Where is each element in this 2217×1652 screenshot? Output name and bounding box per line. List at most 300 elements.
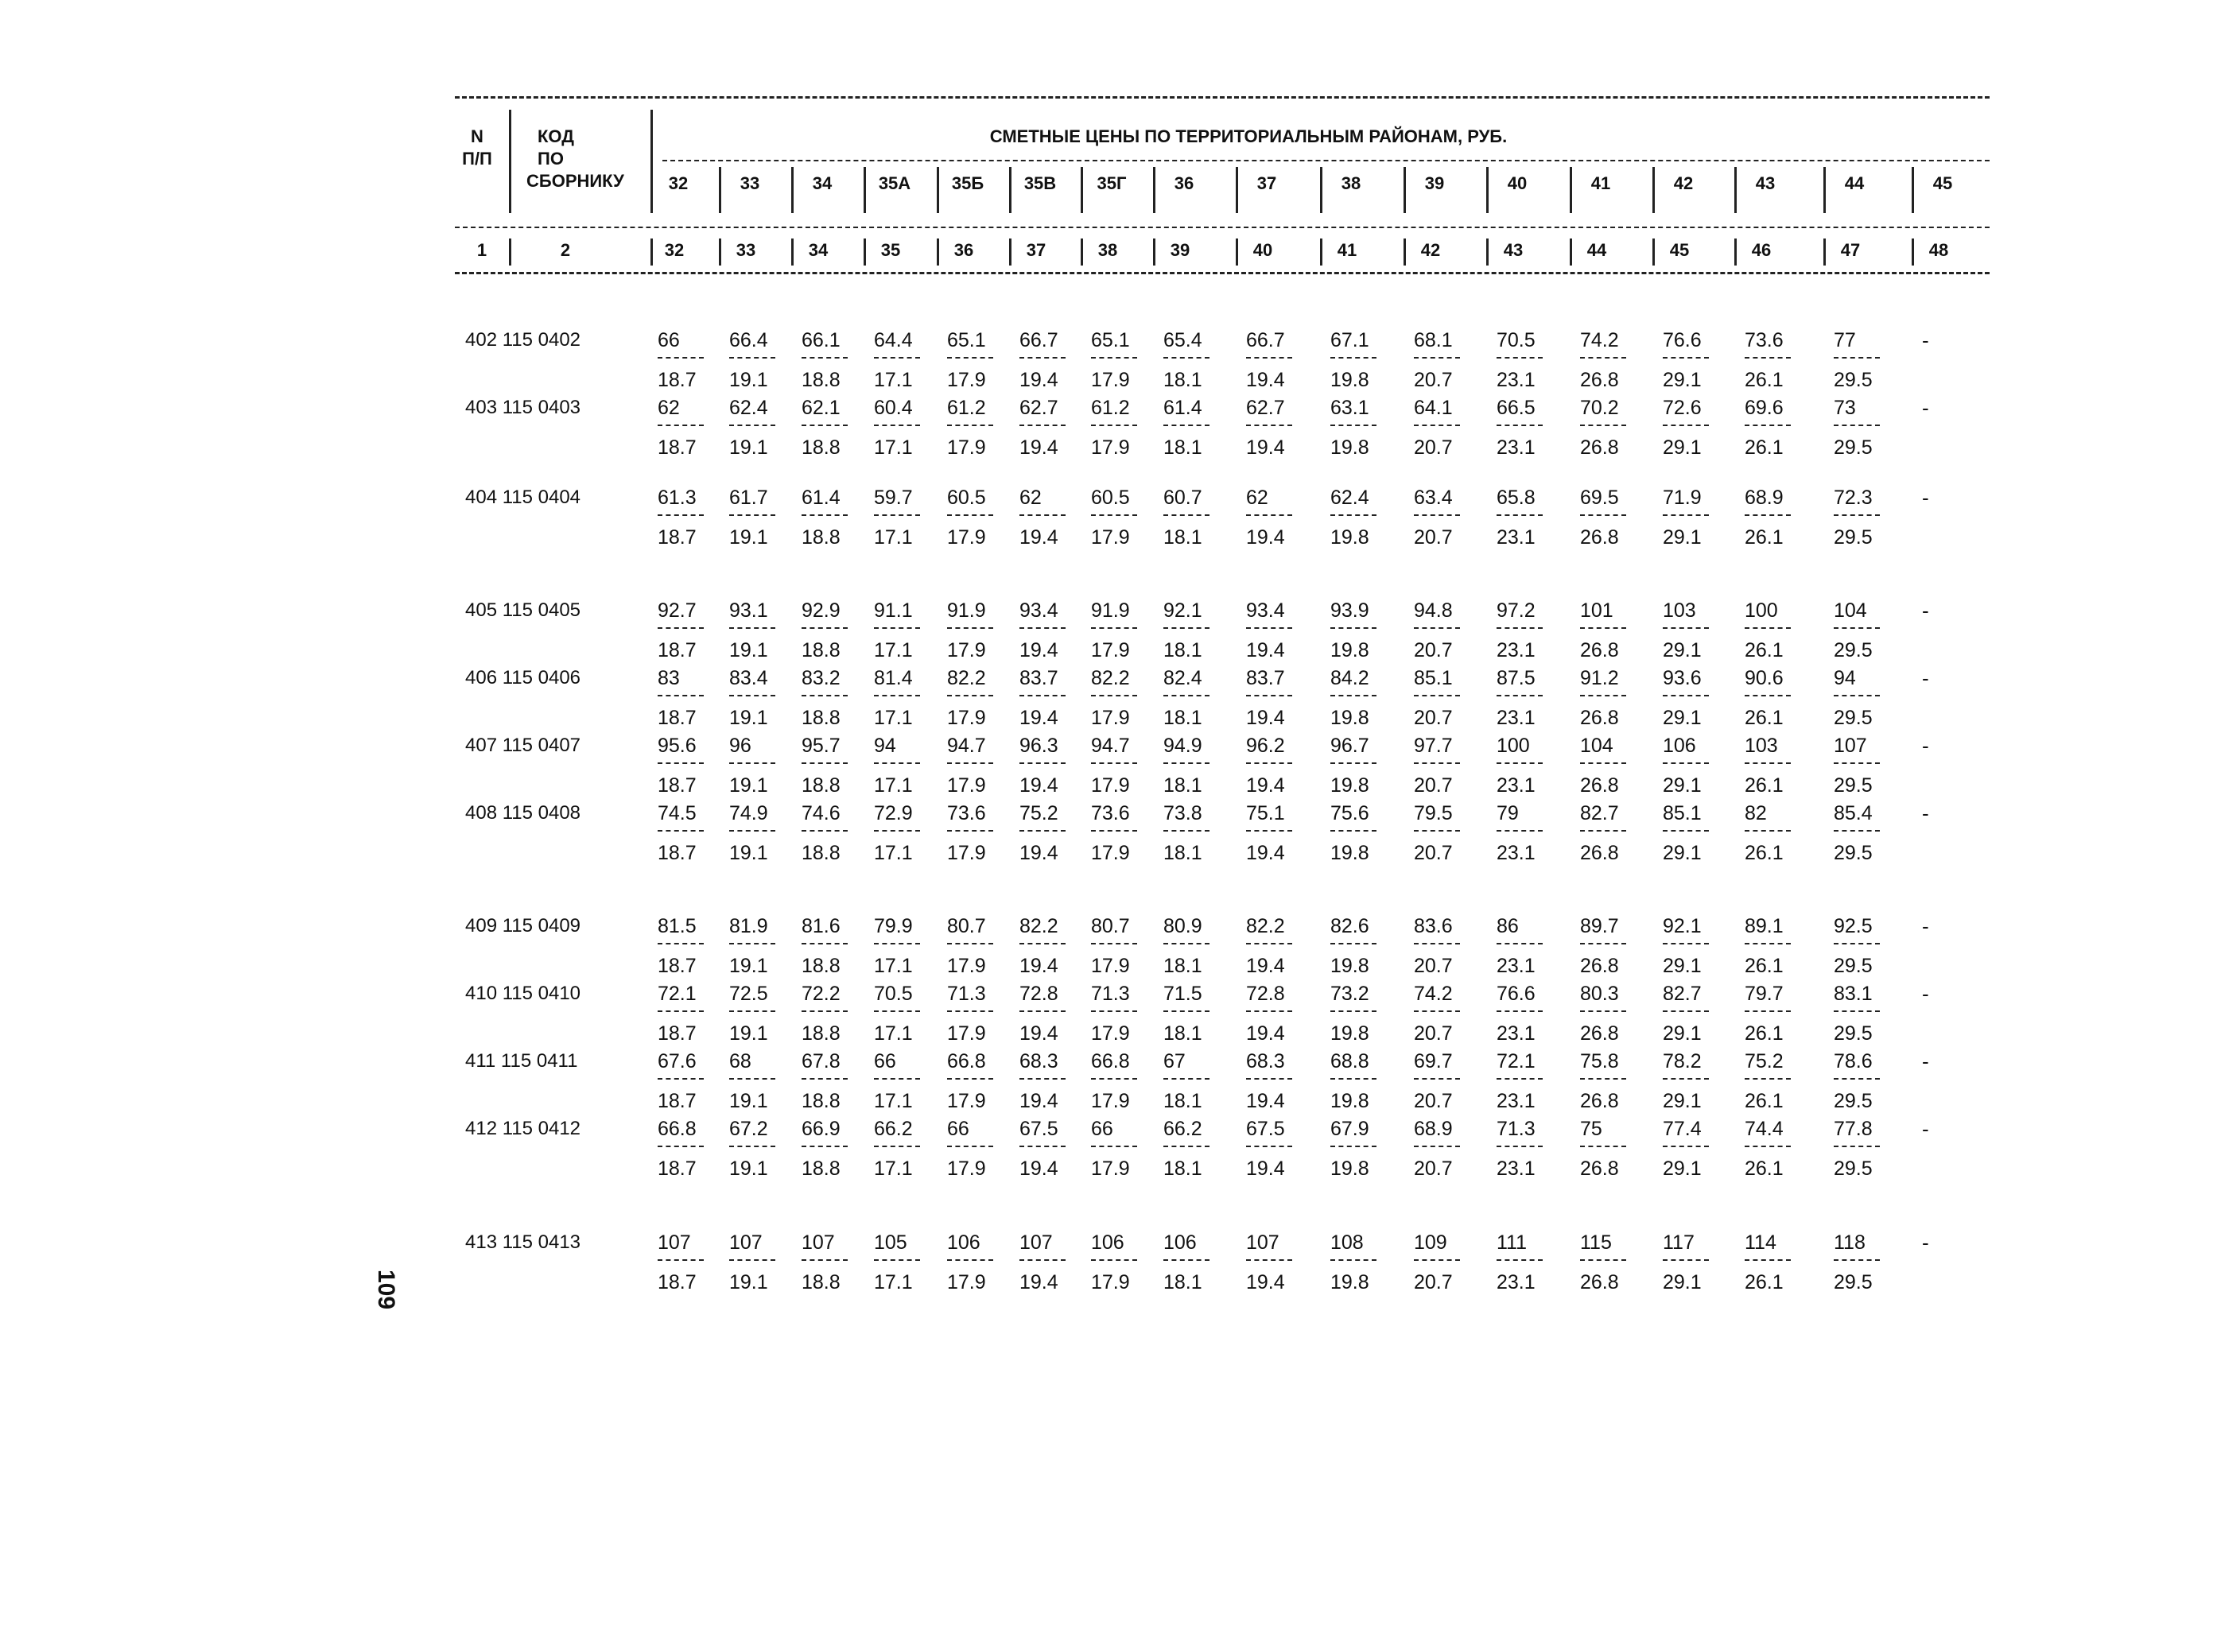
- fraction-line: [1663, 695, 1709, 696]
- price-cell: [1246, 667, 1310, 729]
- header-kod: КОД: [538, 126, 574, 146]
- wage-value: 19.1: [729, 707, 768, 729]
- column-divider: [1009, 238, 1011, 266]
- wage-value: 26.8: [1580, 1090, 1619, 1112]
- estimated-price: 104: [1580, 735, 1613, 757]
- fraction-line: [658, 627, 704, 629]
- estimated-price: 108: [1330, 1231, 1364, 1254]
- fraction-line: [729, 1259, 775, 1261]
- table-row: [0, 983, 2217, 1059]
- wage-value: 23.1: [1497, 774, 1536, 797]
- estimated-price: 97.7: [1414, 735, 1453, 757]
- estimated-price: 109: [1414, 1231, 1447, 1254]
- price-cell: [658, 1050, 721, 1112]
- price-cell: [1091, 983, 1155, 1045]
- column-divider: [509, 110, 511, 213]
- estimated-price: 114: [1745, 1231, 1776, 1254]
- wage-value: 17.1: [874, 955, 913, 977]
- estimated-price: 79.5: [1414, 802, 1453, 824]
- fraction-line: [1019, 425, 1066, 426]
- header-n: N: [471, 126, 483, 146]
- wage-value: 17.1: [874, 1158, 913, 1180]
- price-cell: [658, 667, 721, 729]
- price-cell: [1497, 802, 1560, 864]
- price-cell: [1834, 487, 1897, 549]
- wage-value: 20.7: [1414, 526, 1453, 549]
- wage-value: 18.8: [802, 639, 841, 661]
- fraction-line: [1745, 830, 1791, 832]
- fraction-line: [1580, 425, 1626, 426]
- wage-value: 18.1: [1163, 639, 1202, 661]
- estimated-price: 107: [1834, 735, 1867, 757]
- wage-value: 17.9: [947, 369, 986, 391]
- fraction-line: [802, 627, 848, 629]
- fraction-line: [1497, 425, 1543, 426]
- price-cell: [802, 1050, 865, 1112]
- table-row: [0, 803, 2217, 878]
- estimated-price: 87.5: [1497, 667, 1536, 689]
- empty-cell-dash: -: [1922, 666, 1929, 690]
- header-district-6: 35Г: [1097, 173, 1127, 193]
- estimated-price: 86: [1497, 915, 1519, 937]
- fraction-line: [1497, 695, 1543, 696]
- wage-value: 17.9: [1091, 1158, 1130, 1180]
- estimated-price: 107: [729, 1231, 763, 1254]
- header-district-13: 42: [1673, 173, 1694, 193]
- wage-value: 19.4: [1019, 639, 1058, 661]
- wage-value: 17.9: [1091, 369, 1130, 391]
- wage-value: 19.8: [1330, 1022, 1369, 1045]
- fraction-line: [1663, 830, 1709, 832]
- wage-value: 18.1: [1163, 526, 1202, 549]
- column-divider: [1823, 238, 1826, 266]
- estimated-price: 65.1: [947, 329, 986, 351]
- fraction-line: [1580, 1146, 1626, 1147]
- fraction-line: [802, 357, 848, 359]
- fraction-line: [1414, 1010, 1460, 1012]
- fraction-line: [1414, 425, 1460, 426]
- fraction-line: [1414, 1078, 1460, 1080]
- wage-value: 19.8: [1330, 774, 1369, 797]
- price-cell: [1019, 1050, 1083, 1112]
- price-cell: [1580, 915, 1644, 977]
- empty-cell-dash: -: [1922, 486, 1929, 510]
- wage-value: 17.1: [874, 436, 913, 459]
- wage-value: 20.7: [1414, 1022, 1453, 1045]
- estimated-price: 82.2: [1091, 667, 1130, 689]
- price-cell: [1834, 1231, 1897, 1293]
- header-district-0: 32: [668, 173, 689, 193]
- wage-value: 18.1: [1163, 436, 1202, 459]
- estimated-price: 81.4: [874, 667, 913, 689]
- fraction-line: [1497, 357, 1543, 359]
- empty-cell-dash: -: [1922, 328, 1929, 352]
- wage-value: 18.7: [658, 707, 697, 729]
- column-divider: [1404, 167, 1406, 213]
- wage-value: 18.1: [1163, 1090, 1202, 1112]
- price-cell: [1834, 915, 1897, 977]
- header-mid-rule: [455, 227, 1990, 228]
- wage-value: 18.8: [802, 774, 841, 797]
- wage-value: 19.8: [1330, 1090, 1369, 1112]
- estimated-price: 66: [947, 1118, 969, 1140]
- price-cell: [1497, 1231, 1560, 1293]
- estimated-price: 75.8: [1580, 1050, 1619, 1072]
- estimated-price: 82.4: [1163, 667, 1202, 689]
- estimated-price: 72.1: [1497, 1050, 1536, 1072]
- wage-value: 29.1: [1663, 842, 1702, 864]
- header-sbornik: СБОРНИКУ: [526, 171, 624, 191]
- fraction-line: [1497, 830, 1543, 832]
- fraction-line: [1163, 425, 1209, 426]
- estimated-price: 93.4: [1019, 599, 1058, 622]
- fraction-line: [802, 514, 848, 516]
- estimated-price: 67.5: [1246, 1118, 1285, 1140]
- estimated-price: 93.6: [1663, 667, 1702, 689]
- price-cell: [1745, 983, 1808, 1045]
- wage-value: 18.7: [658, 774, 697, 797]
- fraction-line: [1663, 943, 1709, 944]
- estimated-price: 94: [1834, 667, 1856, 689]
- price-cell: [1497, 487, 1560, 549]
- wage-value: 29.5: [1834, 1271, 1873, 1293]
- wage-value: 19.4: [1246, 1271, 1285, 1293]
- estimated-price: 72.1: [658, 983, 697, 1005]
- price-cell: [1246, 802, 1310, 864]
- fraction-line: [1580, 357, 1626, 359]
- fraction-line: [1163, 830, 1209, 832]
- estimated-price: 91.9: [947, 599, 986, 622]
- price-cell: [1663, 667, 1726, 729]
- fraction-line: [1163, 514, 1209, 516]
- fraction-line: [874, 1010, 920, 1012]
- header-title-rule: [662, 160, 1990, 161]
- price-cell: [1246, 1050, 1310, 1112]
- price-cell: [1019, 915, 1083, 977]
- price-cell: [1091, 735, 1155, 797]
- wage-value: 19.4: [1246, 1022, 1285, 1045]
- fraction-line: [1091, 830, 1137, 832]
- estimated-price: 91.9: [1091, 599, 1130, 622]
- fraction-line: [1414, 627, 1460, 629]
- column-divider: [719, 167, 721, 213]
- price-cell: [1414, 487, 1477, 549]
- price-cell: [658, 599, 721, 661]
- wage-value: 18.8: [802, 369, 841, 391]
- wage-value: 29.1: [1663, 1022, 1702, 1045]
- price-cell: [1834, 983, 1897, 1045]
- price-cell: [1497, 1050, 1560, 1112]
- estimated-price: 62.1: [802, 397, 841, 419]
- wage-value: 17.1: [874, 707, 913, 729]
- fraction-line: [1580, 943, 1626, 944]
- wage-value: 26.8: [1580, 1158, 1619, 1180]
- wage-value: 19.8: [1330, 436, 1369, 459]
- fraction-line: [947, 357, 993, 359]
- price-cell: [1091, 667, 1155, 729]
- wage-value: 19.4: [1019, 1022, 1058, 1045]
- fraction-line: [1246, 514, 1292, 516]
- fraction-line: [874, 1146, 920, 1147]
- estimated-price: 71.9: [1663, 487, 1702, 509]
- price-cell: [729, 1231, 793, 1293]
- wage-value: 19.1: [729, 774, 768, 797]
- price-cell: [1663, 1050, 1726, 1112]
- price-cell: [658, 329, 721, 391]
- wage-value: 26.8: [1580, 955, 1619, 977]
- column-divider: [937, 167, 939, 213]
- fraction-line: [874, 357, 920, 359]
- fraction-line: [947, 695, 993, 696]
- wage-value: 19.4: [1019, 707, 1058, 729]
- fraction-line: [1834, 695, 1880, 696]
- fraction-line: [729, 830, 775, 832]
- fraction-line: [658, 357, 704, 359]
- price-cell: [729, 487, 793, 549]
- fraction-line: [1019, 943, 1066, 944]
- fraction-line: [1246, 943, 1292, 944]
- estimated-price: 78.6: [1834, 1050, 1873, 1072]
- price-cell: [1091, 802, 1155, 864]
- header-pp: П/П: [462, 149, 492, 169]
- estimated-price: 117: [1663, 1231, 1695, 1254]
- price-cell: [1580, 802, 1644, 864]
- wage-value: 20.7: [1414, 955, 1453, 977]
- price-cell: [947, 599, 1011, 661]
- fraction-line: [1663, 627, 1709, 629]
- wage-value: 26.8: [1580, 526, 1619, 549]
- price-cell: [1019, 397, 1083, 459]
- price-cell: [1414, 983, 1477, 1045]
- price-cell: [1246, 915, 1310, 977]
- fraction-line: [1497, 1146, 1543, 1147]
- estimated-price: 74.2: [1414, 983, 1453, 1005]
- wage-value: 26.1: [1745, 1158, 1784, 1180]
- header-colnum-17: 47: [1840, 240, 1861, 260]
- wage-value: 17.1: [874, 369, 913, 391]
- fraction-line: [802, 762, 848, 764]
- wage-value: 19.8: [1330, 639, 1369, 661]
- fraction-line: [947, 627, 993, 629]
- wage-value: 18.1: [1163, 1022, 1202, 1045]
- estimated-price: 72.8: [1019, 983, 1058, 1005]
- fraction-line: [1019, 357, 1066, 359]
- fraction-line: [729, 425, 775, 426]
- wage-value: 26.8: [1580, 639, 1619, 661]
- estimated-price: 69.6: [1745, 397, 1784, 419]
- fraction-line: [947, 1078, 993, 1080]
- price-cell: [658, 802, 721, 864]
- price-cell: [1163, 802, 1227, 864]
- price-cell: [1330, 1050, 1394, 1112]
- fraction-line: [1246, 357, 1292, 359]
- wage-value: 29.5: [1834, 955, 1873, 977]
- estimated-price: 62: [1246, 487, 1268, 509]
- wage-value: 17.9: [1091, 1022, 1130, 1045]
- fraction-line: [1497, 514, 1543, 516]
- estimated-price: 94.9: [1163, 735, 1202, 757]
- estimated-price: 78.2: [1663, 1050, 1702, 1072]
- wage-value: 29.1: [1663, 1090, 1702, 1112]
- estimated-price: 106: [947, 1231, 980, 1254]
- estimated-price: 66.9: [802, 1118, 841, 1140]
- price-cell: [1163, 735, 1227, 797]
- fraction-line: [1246, 830, 1292, 832]
- estimated-price: 115: [1580, 1231, 1612, 1254]
- price-cell: [874, 329, 938, 391]
- price-cell: [947, 1050, 1011, 1112]
- column-divider: [1734, 167, 1737, 213]
- estimated-price: 82.6: [1330, 915, 1369, 937]
- row-code: 408 115 0408: [465, 802, 581, 824]
- fraction-line: [1019, 1010, 1066, 1012]
- empty-cell-dash: -: [1922, 734, 1929, 758]
- price-cell: [1330, 667, 1394, 729]
- estimated-price: 107: [802, 1231, 835, 1254]
- estimated-price: 107: [1019, 1231, 1053, 1254]
- wage-value: 17.9: [1091, 707, 1130, 729]
- price-cell: [1497, 735, 1560, 797]
- wage-value: 23.1: [1497, 1158, 1536, 1180]
- estimated-price: 75.2: [1745, 1050, 1784, 1072]
- fraction-line: [874, 425, 920, 426]
- price-cell: [1663, 329, 1726, 391]
- fraction-line: [1163, 695, 1209, 696]
- column-divider: [1236, 238, 1238, 266]
- estimated-price: 65.8: [1497, 487, 1536, 509]
- wage-value: 19.4: [1019, 1090, 1058, 1112]
- wage-value: 17.1: [874, 1090, 913, 1112]
- fraction-line: [1330, 943, 1376, 944]
- estimated-price: 60.7: [1163, 487, 1202, 509]
- price-cell: [802, 1231, 865, 1293]
- estimated-price: 62.7: [1246, 397, 1285, 419]
- fraction-line: [1580, 695, 1626, 696]
- fraction-line: [874, 830, 920, 832]
- header-colnum-15: 45: [1669, 240, 1690, 260]
- wage-value: 29.1: [1663, 1271, 1702, 1293]
- estimated-price: 82: [1745, 802, 1767, 824]
- header-colnum-14: 44: [1586, 240, 1607, 260]
- estimated-price: 66.8: [947, 1050, 986, 1072]
- empty-cell-dash: -: [1922, 801, 1929, 825]
- fraction-line: [1330, 1259, 1376, 1261]
- estimated-price: 94.7: [947, 735, 986, 757]
- fraction-line: [1163, 943, 1209, 944]
- price-cell: [1663, 1118, 1726, 1180]
- estimated-price: 73.8: [1163, 802, 1202, 824]
- price-cell: [1163, 915, 1227, 977]
- wage-value: 17.9: [947, 1158, 986, 1180]
- fraction-line: [1019, 1078, 1066, 1080]
- wage-value: 26.1: [1745, 639, 1784, 661]
- fraction-line: [947, 425, 993, 426]
- row-code: 406 115 0406: [465, 667, 581, 688]
- estimated-price: 68.8: [1330, 1050, 1369, 1072]
- fraction-line: [658, 943, 704, 944]
- price-cell: [1414, 1050, 1477, 1112]
- wage-value: 19.8: [1330, 955, 1369, 977]
- wage-value: 17.9: [947, 1022, 986, 1045]
- fraction-line: [1663, 425, 1709, 426]
- header-colnum-10: 40: [1252, 240, 1273, 260]
- wage-value: 19.4: [1246, 526, 1285, 549]
- estimated-price: 69.5: [1580, 487, 1619, 509]
- estimated-price: 61.2: [947, 397, 986, 419]
- wage-value: 18.8: [802, 707, 841, 729]
- price-cell: [947, 397, 1011, 459]
- price-cell: [874, 802, 938, 864]
- fraction-line: [729, 1078, 775, 1080]
- price-cell: [1330, 329, 1394, 391]
- price-cell: [1834, 802, 1897, 864]
- price-cell: [1745, 915, 1808, 977]
- estimated-price: 72.5: [729, 983, 768, 1005]
- estimated-price: 82.2: [947, 667, 986, 689]
- wage-value: 18.7: [658, 369, 697, 391]
- wage-value: 26.1: [1745, 526, 1784, 549]
- price-cell: [1580, 667, 1644, 729]
- price-cell: [1019, 735, 1083, 797]
- price-cell: [947, 802, 1011, 864]
- wage-value: 26.1: [1745, 436, 1784, 459]
- estimated-price: 68.9: [1745, 487, 1784, 509]
- estimated-price: 85.1: [1414, 667, 1453, 689]
- wage-value: 26.8: [1580, 369, 1619, 391]
- estimated-price: 79: [1497, 802, 1519, 824]
- fraction-line: [729, 357, 775, 359]
- wage-value: 29.5: [1834, 842, 1873, 864]
- estimated-price: 107: [658, 1231, 691, 1254]
- header-po: ПО: [538, 149, 564, 169]
- estimated-price: 62.4: [729, 397, 768, 419]
- estimated-price: 62.7: [1019, 397, 1058, 419]
- price-cell: [802, 397, 865, 459]
- wage-value: 19.4: [1246, 707, 1285, 729]
- wage-value: 18.7: [658, 436, 697, 459]
- fraction-line: [1834, 830, 1880, 832]
- fraction-line: [1580, 762, 1626, 764]
- fraction-line: [658, 1078, 704, 1080]
- header-colnum-12: 42: [1420, 240, 1441, 260]
- price-cell: [1091, 915, 1155, 977]
- price-cell: [1834, 667, 1897, 729]
- fraction-line: [1663, 1146, 1709, 1147]
- price-cell: [1834, 329, 1897, 391]
- empty-cell-dash: -: [1922, 1117, 1929, 1141]
- wage-value: 29.5: [1834, 369, 1873, 391]
- wage-value: 17.9: [1091, 436, 1130, 459]
- fraction-line: [1745, 762, 1791, 764]
- fraction-line: [1663, 762, 1709, 764]
- wage-value: 17.9: [947, 1090, 986, 1112]
- fraction-line: [1497, 1259, 1543, 1261]
- estimated-price: 76.6: [1663, 329, 1702, 351]
- wage-value: 17.1: [874, 639, 913, 661]
- wage-value: 26.8: [1580, 707, 1619, 729]
- column-divider: [1404, 238, 1406, 266]
- estimated-price: 79.9: [874, 915, 913, 937]
- fraction-line: [729, 695, 775, 696]
- price-cell: [1745, 667, 1808, 729]
- estimated-price: 66: [874, 1050, 896, 1072]
- price-cell: [1330, 802, 1394, 864]
- wage-value: 19.1: [729, 955, 768, 977]
- row-code: 403 115 0403: [465, 397, 581, 418]
- fraction-line: [1663, 357, 1709, 359]
- price-cell: [1414, 397, 1477, 459]
- price-cell: [1091, 1050, 1155, 1112]
